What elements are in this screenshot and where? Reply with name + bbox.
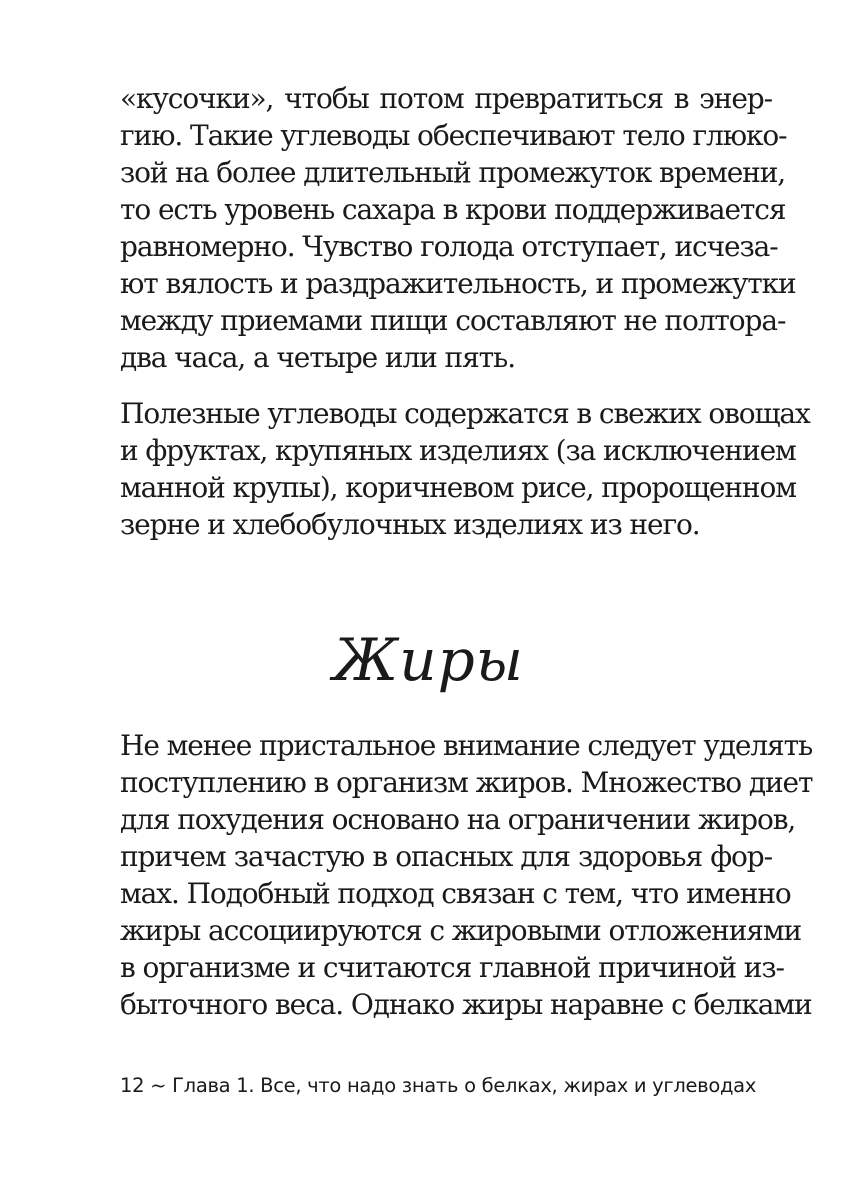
text-line: мах. Подобный подход связан с тем, что именно [120, 877, 791, 910]
section-heading: Жиры [333, 626, 524, 694]
text-line: для похудения основано на ограничении жиров, [120, 803, 796, 836]
text-line: зой на более длительный промежуток времени, [120, 156, 786, 189]
text-line: и фруктах, крупяных изделиях (за исключением [120, 434, 796, 467]
footer-separator: ~ [150, 1074, 167, 1097]
text-line: поступлению в организм жиров. Множество диет [120, 766, 813, 799]
page-number: 12 [120, 1074, 145, 1097]
text-line: равномерно. Чувство голода отступает, исчеза- [120, 230, 778, 263]
text-line: в организме и считаются главной причиной из- [120, 951, 784, 984]
text-line: манной крупы), коричневом рисе, пророщенном [120, 471, 796, 504]
chapter-label: Глава 1. [172, 1074, 255, 1097]
chapter-title: Все, что надо знать о белках, жирах и углеводах [260, 1074, 757, 1097]
page-footer [120, 1072, 756, 1100]
text-line: причем зачастую в опасных для здоровья фор- [120, 840, 772, 873]
text-line: «кусочки», чтобы потом превратиться в энер- [120, 82, 772, 115]
text-line: жиры ассоциируются с жировыми отложениями [120, 914, 802, 947]
text-line: зерне и хлебобулочных изделиях из него. [120, 508, 700, 541]
text-line: Полезные углеводы содержатся в свежих овощах [120, 397, 810, 430]
text-line: то есть уровень сахара в крови поддерживается [120, 193, 786, 226]
text-line: ют вялость и раздражительность, и промежутки [120, 267, 796, 300]
text-line: гию. Такие углеводы обеспечивают тело глюко- [120, 119, 787, 152]
text-line: между приемами пищи составляют не полтора- [120, 304, 786, 337]
text-line: Не менее пристальное внимание следует уделять [120, 729, 813, 762]
text-line: два часа, а четыре или пять. [120, 341, 515, 374]
text-line: быточного веса. Однако жиры наравне с белками [120, 988, 812, 1021]
